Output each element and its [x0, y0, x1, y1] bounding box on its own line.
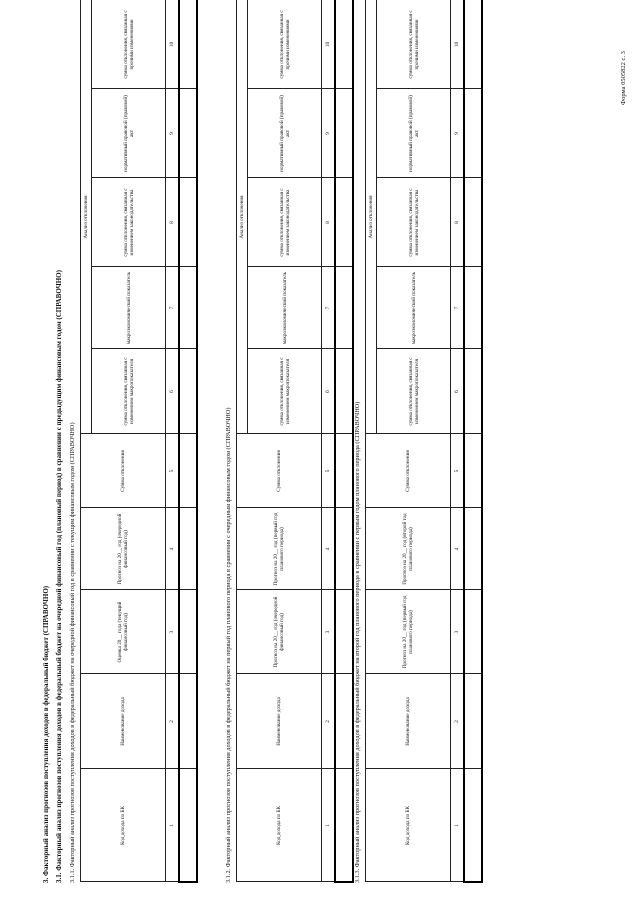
table-cell: [464, 769, 482, 882]
table-cell: [335, 590, 353, 674]
table-1-caption: 3.1.1. Факторный анализ прогнозов поступления доходов в федеральный бюджет на очередной финансовый год в сравнении с текущим финансовым годом (СПРАВОЧНО): [69, 422, 76, 883]
factor-table-3: [365, 0, 483, 883]
col-number: 9: [322, 89, 336, 178]
header-period-b: Прогноз на 20__ год (второй год планового периода): [366, 508, 451, 590]
col-number: 2: [322, 674, 336, 769]
col-number: 5: [322, 434, 336, 508]
header-income-code: Код дохода по БК: [237, 769, 322, 882]
col-number: 1: [451, 769, 465, 882]
col-number: 9: [166, 89, 180, 178]
col-number: 7: [322, 267, 336, 349]
table-cell: [179, 769, 197, 882]
col-number: 4: [322, 508, 336, 590]
header-income-code: Код дохода по БК: [366, 769, 451, 882]
col-number: 4: [451, 508, 465, 590]
table-cell: [335, 674, 353, 769]
col-number: 10: [322, 0, 336, 89]
table-cell: [335, 508, 353, 590]
col-number: 3: [322, 590, 336, 674]
col-number: 5: [451, 434, 465, 508]
header-deviation-sum: Сумма отклонения: [237, 434, 322, 508]
header-income-name: Наименование дохода: [237, 674, 322, 769]
table-cell: [464, 434, 482, 508]
table-3-caption: 3.1.3. Факторный анализ прогнозов поступления доходов в федеральный бюджет на второй год планового периода в сравнении с первым годом планового периода (СПРАВОЧНО): [354, 401, 361, 883]
table-cell: [464, 267, 482, 349]
table-cell: [335, 769, 353, 882]
col-number: 9: [451, 89, 465, 178]
form-label: Форма 0505822 с. 3: [620, 51, 627, 105]
table-cell: [179, 590, 197, 674]
table-cell: [179, 434, 197, 508]
col-number: 10: [451, 0, 465, 89]
header-macro-deviation: сумма отклонения, связанная с изменением макропоказателя: [377, 349, 451, 434]
header-macro-deviation: сумма отклонения, связанная с изменением макропоказателя: [248, 349, 322, 434]
header-period-b: Прогноз на 20__ год (первый год планового периода): [237, 508, 322, 590]
header-income-name: Наименование дохода: [81, 674, 166, 769]
table-cell: [464, 349, 482, 434]
table-cell: [464, 508, 482, 590]
table-cell: [464, 674, 482, 769]
col-number: 5: [166, 434, 180, 508]
header-period-b: Прогноз на 20__ год (очередной финансовый год): [81, 508, 166, 590]
header-income-code: Код дохода по БК: [81, 769, 166, 882]
col-number: 1: [322, 769, 336, 882]
col-number: 3: [451, 590, 465, 674]
col-number: 2: [451, 674, 465, 769]
col-number: 8: [166, 178, 180, 267]
subsection-title: 3.1. Факторный анализ прогнозов поступления доходов в федеральный бюджет на очередной финансовый год (плановый период) в сравнении с предыдущим финансовым годом (СПРАВОЧНО): [55, 270, 63, 883]
header-deviation-analysis: Анализ отклонения: [81, 0, 92, 434]
header-period-a: Оценка 20__ года (текущий финансовый год): [81, 590, 166, 674]
col-number: 1: [166, 769, 180, 882]
header-other-deviation: сумма отклонения, связанная с прочими изменениями: [92, 0, 166, 89]
header-deviation-analysis: Анализ отклонения: [237, 0, 248, 434]
col-number: 6: [166, 349, 180, 434]
col-number: 6: [322, 349, 336, 434]
table-cell: [335, 267, 353, 349]
header-legal-act: нормативный правовой (правовой) акт: [377, 89, 451, 178]
col-number: 4: [166, 508, 180, 590]
table-cell: [179, 267, 197, 349]
header-other-deviation: сумма отклонения, связанная с прочими изменениями: [248, 0, 322, 89]
header-deviation-sum: Сумма отклонения: [81, 434, 166, 508]
section-title: 3. Факторный анализ прогнозов поступления доходов в федеральный бюджет (СПРАВОЧНО): [42, 585, 50, 883]
table-cell: [179, 674, 197, 769]
header-other-deviation: сумма отклонения, связанная с прочими изменениями: [377, 0, 451, 89]
header-income-name: Наименование дохода: [366, 674, 451, 769]
col-number: 8: [322, 178, 336, 267]
table-cell: [464, 590, 482, 674]
header-macro-indicator: макроэкономический показатель: [92, 267, 166, 349]
table-cell: [464, 0, 482, 89]
col-number: 7: [166, 267, 180, 349]
factor-table-1: [80, 0, 198, 883]
col-number: 8: [451, 178, 465, 267]
table-cell: [335, 89, 353, 178]
header-legislation-deviation: сумма отклонения, связанная с изменением законодательства: [92, 178, 166, 267]
header-legislation-deviation: сумма отклонения, связанная с изменением законодательства: [248, 178, 322, 267]
table-cell: [335, 349, 353, 434]
col-number: 6: [451, 349, 465, 434]
factor-table-2: [236, 0, 354, 883]
table-cell: [335, 434, 353, 508]
header-deviation-analysis: Анализ отклонения: [366, 0, 377, 434]
header-period-a: Прогноз на 20__ год (первый год планового периода): [366, 590, 451, 674]
table-cell: [335, 178, 353, 267]
header-macro-indicator: макроэкономический показатель: [248, 267, 322, 349]
table-cell: [464, 89, 482, 178]
header-macro-deviation: сумма отклонения, связанная с изменением макропоказателя: [92, 349, 166, 434]
table-cell: [179, 508, 197, 590]
header-legal-act: нормативный правовой (правовой) акт: [92, 89, 166, 178]
header-deviation-sum: Сумма отклонения: [366, 434, 451, 508]
col-number: 7: [451, 267, 465, 349]
col-number: 3: [166, 590, 180, 674]
table-cell: [179, 0, 197, 89]
col-number: 10: [166, 0, 180, 89]
table-cell: [179, 178, 197, 267]
table-cell: [335, 0, 353, 89]
table-cell: [464, 178, 482, 267]
header-legislation-deviation: сумма отклонения, связанная с изменением законодательства: [377, 178, 451, 267]
table-cell: [179, 89, 197, 178]
header-period-a: Прогноз на 20__ год (очередной финансовый год): [237, 590, 322, 674]
header-legal-act: нормативный правовой (правовой) акт: [248, 89, 322, 178]
table-2-caption: 3.1.2. Факторный анализ прогнозов поступления доходов в федеральный бюджет на первый год планового периода в сравнении с очередным финансовым годом (СПРАВОЧНО): [225, 407, 232, 883]
col-number: 2: [166, 674, 180, 769]
header-macro-indicator: макроэкономический показатель: [377, 267, 451, 349]
table-cell: [179, 349, 197, 434]
